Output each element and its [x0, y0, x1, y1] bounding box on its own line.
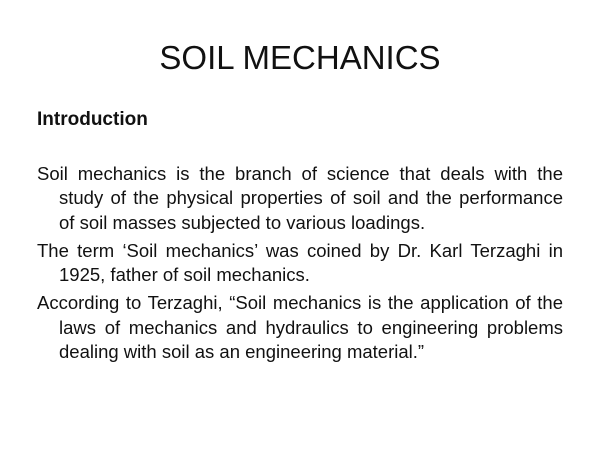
slide-title: SOIL MECHANICS — [159, 39, 441, 76]
paragraph-terzaghi-quote: According to Terzaghi, “Soil mechanics is the application of the laws of mechanics and hydraulics to engineering problems dealing with soil as an engineering material.” — [37, 292, 563, 363]
paragraph-definition: Soil mechanics is the branch of science that deals with the study of the physical properties of soil and the performance of soil masses subjected to various loadings. — [37, 163, 563, 233]
section-heading: Introduction — [37, 109, 148, 130]
paragraph-origin: The term ‘Soil mechanics’ was coined by Dr. Karl Terzaghi in 1925, father of soil mechanics. — [37, 239, 563, 286]
slide-body — [37, 108, 563, 368]
